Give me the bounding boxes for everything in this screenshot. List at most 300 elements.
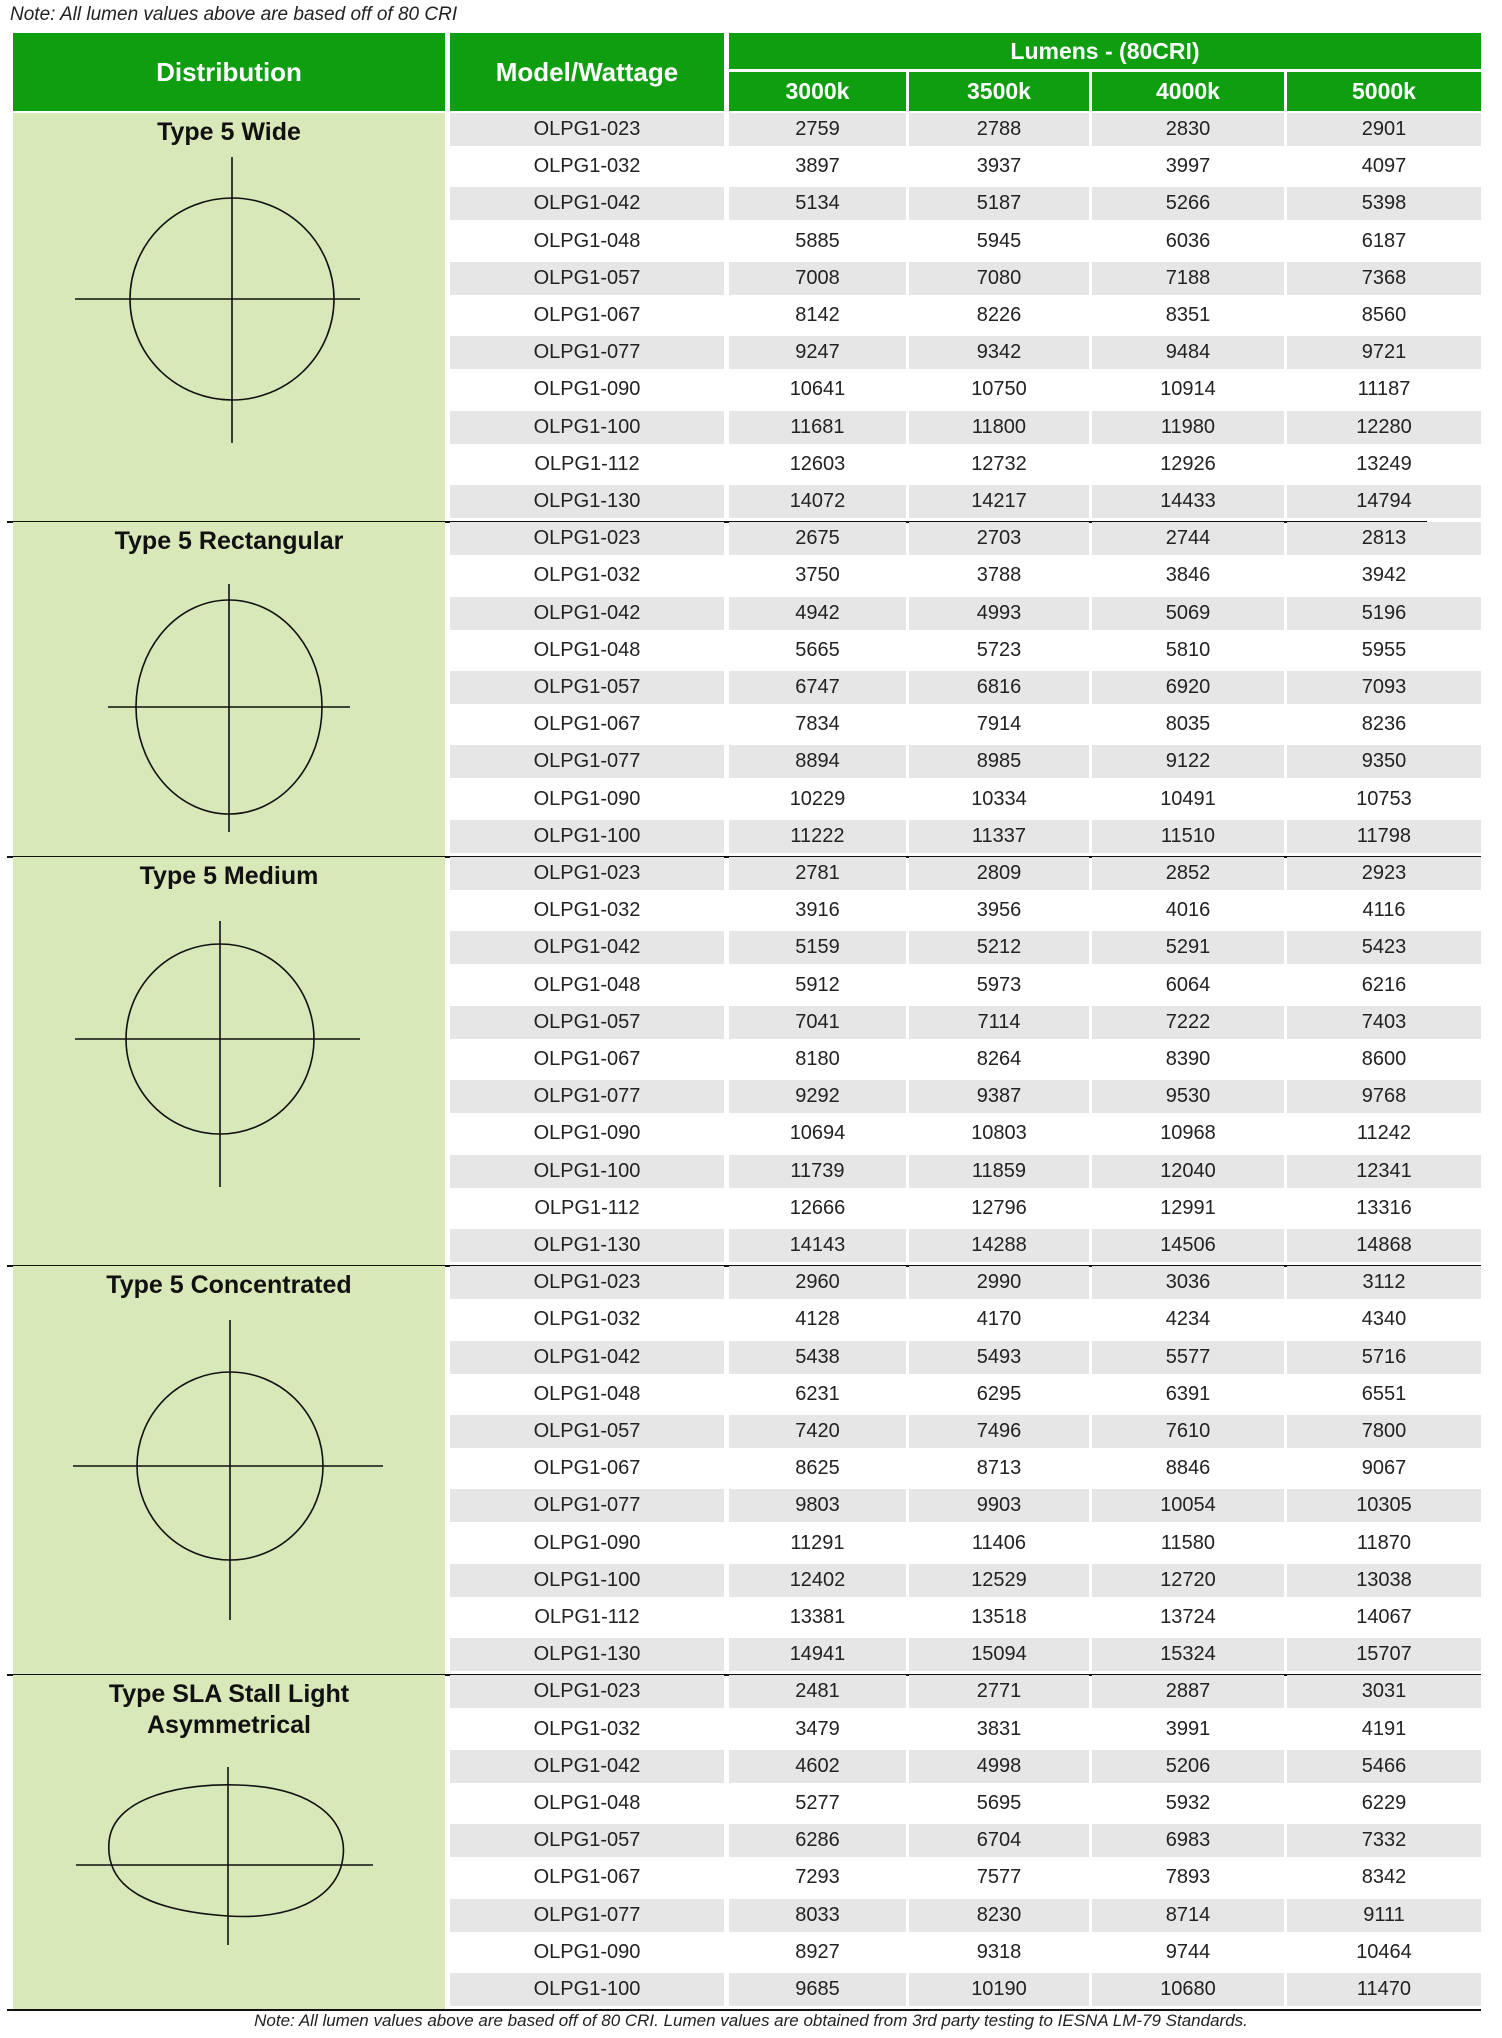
lumen-cell: 9292 bbox=[729, 1080, 906, 1113]
table-row bbox=[450, 1006, 1481, 1043]
lumen-cell: 9387 bbox=[909, 1080, 1089, 1113]
model-cell: OLPG1-100 bbox=[450, 1564, 724, 1597]
lumen-cell: 11980 bbox=[1092, 411, 1284, 444]
lumen-cell: 11800 bbox=[909, 411, 1089, 444]
model-cell: OLPG1-032 bbox=[533, 1717, 641, 1740]
lumen-cell: 4191 bbox=[1361, 1717, 1407, 1740]
lumen-cell: 14288 bbox=[909, 1229, 1089, 1262]
lumen-cell: 7188 bbox=[1092, 262, 1284, 295]
table-row bbox=[450, 448, 1481, 485]
table-row bbox=[450, 1564, 1481, 1601]
lumen-cell: 3991 bbox=[1165, 1717, 1211, 1740]
lumen-cell: 5438 bbox=[729, 1341, 906, 1374]
model-cell: OLPG1-023 bbox=[450, 522, 724, 555]
lumen-cell: 6229 bbox=[1361, 1792, 1407, 1814]
lumen-cell: 3036 bbox=[1092, 1266, 1284, 1299]
lumen-cell: 3031 bbox=[1287, 1675, 1481, 1708]
lumen-cell: 14433 bbox=[1092, 485, 1284, 518]
table-row bbox=[450, 1824, 1481, 1861]
lumen-cell: 14143 bbox=[729, 1229, 906, 1262]
table-row bbox=[450, 411, 1481, 448]
lumen-cell: 8035 bbox=[1165, 713, 1211, 736]
lumen-cell: 9530 bbox=[1092, 1080, 1284, 1113]
lumen-cell: 2703 bbox=[909, 522, 1089, 555]
lumen-cell: 11870 bbox=[1356, 1531, 1412, 1554]
table-row bbox=[450, 262, 1481, 299]
model-cell: OLPG1-067 bbox=[533, 1048, 641, 1070]
table-row bbox=[450, 1117, 1481, 1154]
lumen-cell: 8894 bbox=[729, 745, 906, 778]
model-cell: OLPG1-067 bbox=[533, 1866, 641, 1889]
lumen-cell: 12926 bbox=[1160, 452, 1216, 475]
model-cell: OLPG1-077 bbox=[450, 1899, 724, 1932]
lumen-cell: 8264 bbox=[976, 1048, 1022, 1070]
table-row bbox=[450, 1936, 1481, 1973]
lumen-cell: 7834 bbox=[795, 713, 840, 736]
lumen-cell: 5665 bbox=[795, 638, 840, 661]
lumen-cell: 11681 bbox=[729, 411, 906, 444]
lumen-cell: 8600 bbox=[1361, 1048, 1407, 1070]
header-lumens: Lumens - (80CRI) bbox=[729, 33, 1481, 69]
table-row bbox=[450, 969, 1481, 1006]
distribution-cell bbox=[13, 522, 445, 857]
model-cell: OLPG1-032 bbox=[533, 564, 641, 587]
lumen-cell: 8846 bbox=[1165, 1457, 1211, 1480]
table-row bbox=[450, 820, 1481, 857]
lumen-cell: 10464 bbox=[1356, 1940, 1412, 1963]
model-cell: OLPG1-057 bbox=[450, 1006, 724, 1039]
table-row bbox=[450, 783, 1481, 820]
lumen-cell: 8390 bbox=[1165, 1048, 1211, 1070]
circular-distribution-icon bbox=[13, 113, 445, 522]
table-row bbox=[450, 1303, 1481, 1340]
model-cell: OLPG1-100 bbox=[450, 1973, 724, 2006]
lumen-cell: 8226 bbox=[976, 304, 1022, 326]
lumen-cell: 2481 bbox=[729, 1675, 906, 1708]
lumen-cell: 7610 bbox=[1092, 1415, 1284, 1448]
model-cell: OLPG1-090 bbox=[533, 1940, 641, 1963]
model-cell: OLPG1-112 bbox=[534, 1606, 640, 1628]
lumen-cell: 12991 bbox=[1160, 1196, 1216, 1219]
table-row bbox=[450, 1973, 1481, 2010]
lumen-cell: 12341 bbox=[1287, 1155, 1481, 1188]
lumen-cell: 5212 bbox=[909, 931, 1089, 964]
model-cell: OLPG1-112 bbox=[534, 452, 640, 475]
lumen-cell: 5810 bbox=[1165, 638, 1211, 661]
lumen-cell: 7093 bbox=[1287, 671, 1481, 704]
lumen-cell: 2901 bbox=[1287, 113, 1481, 146]
model-cell: OLPG1-042 bbox=[450, 187, 724, 220]
lumen-cell: 10968 bbox=[1160, 1122, 1216, 1145]
header-cct-3500k: 3500k bbox=[909, 72, 1089, 111]
lumen-cell: 8351 bbox=[1165, 304, 1211, 326]
note-bottom: Note: All lumen values above are based off of 80 CRI. Lumen values are obtained from 3rd party testing to IESNA LM-79 Standards. bbox=[254, 2011, 1248, 2030]
model-cell: OLPG1-112 bbox=[534, 1196, 640, 1219]
distribution-name: Type 5 Wide bbox=[157, 118, 301, 146]
lumen-cell: 3956 bbox=[976, 899, 1022, 922]
lumen-cell: 6920 bbox=[1092, 671, 1284, 704]
model-cell: OLPG1-057 bbox=[450, 262, 724, 295]
lumen-cell: 13316 bbox=[1356, 1196, 1412, 1219]
table-row bbox=[450, 1713, 1481, 1750]
lumen-cell: 2809 bbox=[909, 857, 1089, 890]
lumen-cell: 7008 bbox=[729, 262, 906, 295]
lumen-cell: 4998 bbox=[909, 1750, 1089, 1783]
model-cell: OLPG1-023 bbox=[450, 113, 724, 146]
lumen-cell: 12666 bbox=[789, 1196, 846, 1219]
lumen-cell: 10750 bbox=[971, 378, 1027, 401]
lumen-cell: 9247 bbox=[729, 336, 906, 369]
lumen-cell: 2788 bbox=[909, 113, 1089, 146]
lumen-cell: 10334 bbox=[971, 787, 1027, 810]
lumen-cell: 7114 bbox=[909, 1006, 1089, 1039]
model-cell: OLPG1-077 bbox=[450, 1489, 724, 1522]
lumen-cell: 8342 bbox=[1361, 1866, 1407, 1889]
asymmetrical-distribution-icon bbox=[13, 1675, 445, 2010]
lumen-cell: 7800 bbox=[1287, 1415, 1481, 1448]
lumen-cell: 2744 bbox=[1092, 522, 1284, 555]
model-cell: OLPG1-032 bbox=[533, 1308, 641, 1331]
model-cell: OLPG1-042 bbox=[450, 597, 724, 630]
table-row bbox=[450, 745, 1481, 782]
model-cell: OLPG1-032 bbox=[533, 155, 641, 178]
table-row bbox=[450, 1638, 1481, 1675]
lumen-cell: 12529 bbox=[909, 1564, 1089, 1597]
lumen-cell: 5159 bbox=[729, 931, 906, 964]
lumen-cell: 10054 bbox=[1092, 1489, 1284, 1522]
lumen-cell: 4170 bbox=[976, 1308, 1022, 1331]
model-cell: OLPG1-067 bbox=[533, 713, 641, 736]
table-row bbox=[450, 708, 1481, 745]
lumen-cell: 14506 bbox=[1092, 1229, 1284, 1262]
lumen-cell: 9122 bbox=[1092, 745, 1284, 778]
model-cell: OLPG1-067 bbox=[533, 304, 641, 326]
lumen-cell: 7893 bbox=[1165, 1866, 1211, 1889]
lumen-cell: 9903 bbox=[909, 1489, 1089, 1522]
model-cell: OLPG1-077 bbox=[450, 745, 724, 778]
lumen-cell: 11337 bbox=[909, 820, 1089, 853]
lumen-cell: 11859 bbox=[909, 1155, 1089, 1188]
lumen-cell: 4097 bbox=[1361, 155, 1407, 178]
lumen-cell: 6286 bbox=[729, 1824, 906, 1857]
lumen-cell: 12732 bbox=[971, 452, 1027, 475]
lumen-cell: 5466 bbox=[1287, 1750, 1481, 1783]
lumen-cell: 15094 bbox=[909, 1638, 1089, 1671]
model-cell: OLPG1-042 bbox=[450, 1750, 724, 1783]
table-row bbox=[450, 857, 1481, 894]
table-row bbox=[450, 1899, 1481, 1936]
table-row bbox=[450, 1043, 1481, 1080]
lumen-cell: 5277 bbox=[795, 1792, 840, 1814]
header-cct-4000k: 4000k bbox=[1092, 72, 1284, 111]
lumen-cell: 2771 bbox=[909, 1675, 1089, 1708]
lumen-cell: 8927 bbox=[795, 1940, 840, 1963]
lumen-cell: 10694 bbox=[789, 1122, 846, 1145]
lumen-cell: 7080 bbox=[909, 262, 1089, 295]
table-row bbox=[450, 113, 1481, 150]
lumen-cell: 8236 bbox=[1361, 713, 1407, 736]
table-row bbox=[450, 1378, 1481, 1415]
lumen-cell: 5885 bbox=[795, 229, 840, 252]
lumen-cell: 9067 bbox=[1361, 1457, 1407, 1480]
lumen-cell: 8230 bbox=[909, 1899, 1089, 1932]
distribution-name: Type 5 Concentrated bbox=[106, 1271, 352, 1300]
lumen-cell: 4116 bbox=[1362, 899, 1406, 922]
lumen-cell: 8033 bbox=[729, 1899, 906, 1932]
lumen-cell: 10491 bbox=[1160, 787, 1216, 810]
lumen-cell: 4128 bbox=[795, 1308, 840, 1331]
lumen-cell: 2813 bbox=[1287, 522, 1481, 555]
lumen-cell: 10641 bbox=[789, 378, 846, 401]
table-row bbox=[450, 1861, 1481, 1898]
table-row bbox=[450, 225, 1481, 262]
table-row bbox=[450, 1192, 1481, 1229]
lumen-cell: 14868 bbox=[1287, 1229, 1481, 1262]
lumen-cell: 13381 bbox=[789, 1606, 846, 1628]
model-cell: OLPG1-048 bbox=[533, 1792, 641, 1814]
lumen-cell: 6551 bbox=[1361, 1382, 1407, 1405]
distribution-cell bbox=[13, 1675, 445, 2010]
lumen-cell: 7041 bbox=[729, 1006, 906, 1039]
lumen-cell: 10803 bbox=[971, 1122, 1027, 1145]
model-cell: OLPG1-032 bbox=[533, 899, 641, 922]
model-cell: OLPG1-090 bbox=[533, 1122, 641, 1145]
table-row bbox=[450, 559, 1481, 596]
table-row bbox=[450, 1080, 1481, 1117]
lumen-cell: 14067 bbox=[1356, 1606, 1412, 1628]
lumen-cell: 15707 bbox=[1287, 1638, 1481, 1671]
table-row bbox=[450, 634, 1481, 671]
lumen-cell: 6036 bbox=[1165, 229, 1211, 252]
lumen-cell: 14794 bbox=[1287, 485, 1481, 518]
lumen-cell: 9803 bbox=[729, 1489, 906, 1522]
lumen-cell: 3479 bbox=[795, 1717, 840, 1740]
table-row bbox=[450, 1489, 1481, 1526]
lumen-cell: 3937 bbox=[976, 155, 1022, 178]
model-cell: OLPG1-042 bbox=[450, 1341, 724, 1374]
lumen-cell: 11470 bbox=[1287, 1973, 1481, 2006]
lumen-cell: 8714 bbox=[1092, 1899, 1284, 1932]
lumen-cell: 6231 bbox=[795, 1382, 840, 1405]
table-row bbox=[450, 336, 1481, 373]
lumen-cell: 3831 bbox=[976, 1717, 1022, 1740]
lumen-cell: 7577 bbox=[976, 1866, 1022, 1889]
lumen-cell: 6187 bbox=[1361, 229, 1407, 252]
header-model: Model/Wattage bbox=[450, 33, 724, 111]
lumen-cell: 14217 bbox=[909, 485, 1089, 518]
lumen-cell: 15324 bbox=[1092, 1638, 1284, 1671]
lumen-cell: 14072 bbox=[729, 485, 906, 518]
model-cell: OLPG1-077 bbox=[450, 1080, 724, 1113]
model-cell: OLPG1-048 bbox=[533, 638, 641, 661]
lumen-cell: 6064 bbox=[1165, 973, 1211, 996]
lumen-cell: 13518 bbox=[971, 1606, 1027, 1628]
lumen-cell: 9318 bbox=[976, 1940, 1022, 1963]
lumen-cell: 4993 bbox=[909, 597, 1089, 630]
lumen-cell: 5266 bbox=[1092, 187, 1284, 220]
lumen-cell: 5134 bbox=[729, 187, 906, 220]
model-cell: OLPG1-057 bbox=[450, 1824, 724, 1857]
table-row bbox=[450, 597, 1481, 634]
table-row bbox=[450, 1341, 1481, 1378]
lumen-cell: 11222 bbox=[729, 820, 906, 853]
lumen-cell: 6295 bbox=[976, 1382, 1022, 1405]
lumen-cell: 8180 bbox=[795, 1048, 840, 1070]
lumen-cell: 8560 bbox=[1361, 304, 1407, 326]
lumen-cell: 11187 bbox=[1357, 378, 1411, 401]
table-row bbox=[450, 1527, 1481, 1564]
lumen-cell: 5291 bbox=[1092, 931, 1284, 964]
lumen-cell: 12603 bbox=[789, 452, 846, 475]
lumen-cell: 2830 bbox=[1092, 113, 1284, 146]
lumen-cell: 8713 bbox=[976, 1457, 1022, 1480]
lumen-cell: 9744 bbox=[1165, 1940, 1211, 1963]
table-row bbox=[450, 1787, 1481, 1824]
model-cell: OLPG1-077 bbox=[450, 336, 724, 369]
lumen-cell: 4016 bbox=[1165, 899, 1211, 922]
lumen-cell: 3846 bbox=[1165, 564, 1211, 587]
model-cell: OLPG1-042 bbox=[450, 931, 724, 964]
concentrated-distribution-icon bbox=[13, 1266, 445, 1675]
table-row bbox=[450, 1601, 1481, 1638]
table-row bbox=[450, 931, 1481, 968]
model-cell: OLPG1-023 bbox=[450, 857, 724, 890]
distribution-name: Type 5 Medium bbox=[139, 862, 319, 890]
model-cell: OLPG1-090 bbox=[533, 787, 641, 810]
medium-distribution-icon bbox=[13, 857, 445, 1266]
lumen-cell: 2887 bbox=[1092, 1675, 1284, 1708]
lumen-cell: 13038 bbox=[1287, 1564, 1481, 1597]
lumen-cell: 4942 bbox=[729, 597, 906, 630]
model-cell: OLPG1-090 bbox=[533, 378, 641, 401]
lumen-cell: 3916 bbox=[795, 899, 840, 922]
model-cell: OLPG1-100 bbox=[450, 1155, 724, 1188]
lumen-cell: 4234 bbox=[1165, 1308, 1211, 1331]
lumen-cell: 5912 bbox=[795, 973, 840, 996]
lumen-cell: 5955 bbox=[1361, 638, 1407, 661]
lumen-cell: 3112 bbox=[1287, 1266, 1481, 1299]
model-cell: OLPG1-130 bbox=[450, 485, 724, 518]
lumen-cell: 5493 bbox=[909, 1341, 1089, 1374]
model-cell: OLPG1-100 bbox=[450, 411, 724, 444]
table-row bbox=[450, 373, 1481, 410]
lumen-cell: 3997 bbox=[1165, 155, 1211, 178]
distribution-name: Type SLA Stall Light Asymmetrical bbox=[108, 1680, 350, 1740]
table-row bbox=[450, 485, 1481, 522]
lumen-cell: 5945 bbox=[976, 229, 1022, 252]
header-cct-5000k: 5000k bbox=[1287, 72, 1481, 111]
distribution-cell bbox=[13, 857, 445, 1266]
lumen-cell: 12040 bbox=[1092, 1155, 1284, 1188]
lumen-cell: 5196 bbox=[1287, 597, 1481, 630]
lumen-cell: 6704 bbox=[909, 1824, 1089, 1857]
lumen-cell: 2675 bbox=[729, 522, 906, 555]
header-distribution: Distribution bbox=[13, 33, 445, 111]
model-cell: OLPG1-023 bbox=[450, 1675, 724, 1708]
lumen-cell: 10914 bbox=[1160, 378, 1216, 401]
lumen-cell: 3750 bbox=[795, 564, 840, 587]
lumen-cell: 12280 bbox=[1287, 411, 1481, 444]
table-row bbox=[450, 1155, 1481, 1192]
lumen-cell: 11798 bbox=[1287, 820, 1481, 853]
lumen-cell: 14941 bbox=[729, 1638, 906, 1671]
lumen-cell: 11242 bbox=[1356, 1122, 1412, 1145]
lumen-cell: 10753 bbox=[1356, 787, 1412, 810]
lumen-cell: 9342 bbox=[909, 336, 1089, 369]
table-row bbox=[450, 187, 1481, 224]
note-top: Note: All lumen values above are based off of 80 CRI bbox=[10, 4, 458, 25]
lumen-cell: 10190 bbox=[909, 1973, 1089, 2006]
model-cell: OLPG1-048 bbox=[533, 229, 641, 252]
lumen-cell: 11510 bbox=[1092, 820, 1284, 853]
table-row bbox=[450, 150, 1481, 187]
distribution-name: Type 5 Rectangular bbox=[114, 527, 344, 556]
lumen-cell: 9721 bbox=[1287, 336, 1481, 369]
table-row bbox=[450, 299, 1481, 336]
lumen-cell: 5187 bbox=[909, 187, 1089, 220]
lumen-cell: 10229 bbox=[789, 787, 846, 810]
lumen-cell: 5577 bbox=[1092, 1341, 1284, 1374]
lumen-cell: 7293 bbox=[795, 1866, 840, 1889]
model-cell: OLPG1-048 bbox=[533, 1382, 641, 1405]
lumen-cell: 11291 bbox=[790, 1531, 845, 1554]
lumen-cell: 2759 bbox=[729, 113, 906, 146]
lumen-cell: 5723 bbox=[976, 638, 1022, 661]
lumen-cell: 11739 bbox=[729, 1155, 906, 1188]
lumen-cell: 5973 bbox=[976, 973, 1022, 996]
table-row bbox=[450, 894, 1481, 931]
model-cell: OLPG1-067 bbox=[533, 1457, 641, 1480]
lumen-cell: 7496 bbox=[909, 1415, 1089, 1448]
lumen-cell: 10680 bbox=[1092, 1973, 1284, 2006]
lumen-cell: 9768 bbox=[1287, 1080, 1481, 1113]
table-row bbox=[450, 1266, 1481, 1303]
lumen-cell: 3942 bbox=[1361, 564, 1407, 587]
lumen-cell: 9484 bbox=[1092, 336, 1284, 369]
lumen-cell: 9350 bbox=[1287, 745, 1481, 778]
lumen-cell: 10305 bbox=[1287, 1489, 1481, 1522]
lumen-cell: 3897 bbox=[795, 155, 840, 178]
lumen-cell: 2990 bbox=[909, 1266, 1089, 1299]
table-row bbox=[450, 1750, 1481, 1787]
lumen-cell: 12796 bbox=[971, 1196, 1027, 1219]
lumen-cell: 12402 bbox=[729, 1564, 906, 1597]
lumen-cell: 4602 bbox=[729, 1750, 906, 1783]
lumen-cell: 7914 bbox=[976, 713, 1022, 736]
model-cell: OLPG1-090 bbox=[533, 1531, 641, 1554]
lumen-cell: 7403 bbox=[1287, 1006, 1481, 1039]
table-row bbox=[450, 1229, 1481, 1266]
lumen-cell: 2852 bbox=[1092, 857, 1284, 890]
lumen-cell: 8142 bbox=[795, 304, 840, 326]
model-cell: OLPG1-023 bbox=[450, 1266, 724, 1299]
lumen-cell: 2923 bbox=[1287, 857, 1481, 890]
lumen-cell: 7420 bbox=[729, 1415, 906, 1448]
rectangular-distribution-icon bbox=[13, 522, 445, 857]
lumen-cell: 5423 bbox=[1287, 931, 1481, 964]
model-cell: OLPG1-057 bbox=[450, 671, 724, 704]
lumen-cell: 3788 bbox=[976, 564, 1022, 587]
table-row bbox=[450, 1452, 1481, 1489]
lumen-cell: 5932 bbox=[1165, 1792, 1211, 1814]
lumen-cell: 4340 bbox=[1361, 1308, 1407, 1331]
lumen-cell: 8985 bbox=[909, 745, 1089, 778]
lumen-cell: 6983 bbox=[1092, 1824, 1284, 1857]
lumen-cell: 7368 bbox=[1287, 262, 1481, 295]
model-cell: OLPG1-100 bbox=[450, 820, 724, 853]
model-cell: OLPG1-130 bbox=[450, 1229, 724, 1262]
model-cell: OLPG1-130 bbox=[450, 1638, 724, 1671]
